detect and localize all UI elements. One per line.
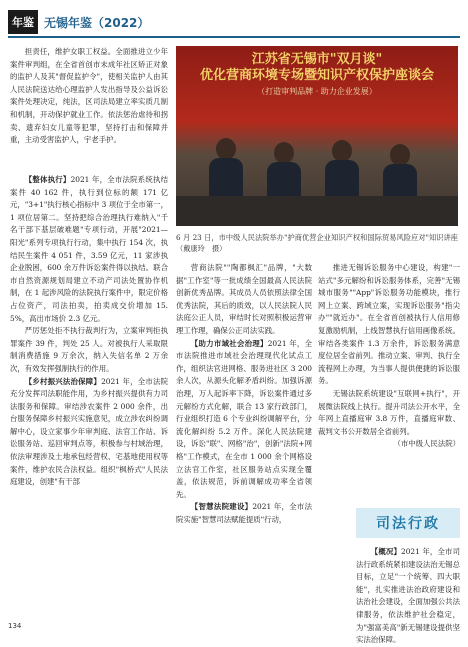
- paragraph: [356, 546, 460, 647]
- paragraph-text: 2021 年，全市法院推进市域社会治理现代化试点工作，组织法官进网格、服务进社区 3 200 余人次，从源头化解矛盾纠纷。加强诉源治理，万人起诉率下降，诉讼案件通过多元解纷方式化解，联合 13 家行政部门，行业组织打造 6 个专业纠纷调解平台，分流化解纠纷 5.2 万件。深化人民法院建设，诉讼"联"、网格"治"，创新"法院+网格"工作模式，在全市 1 000 余个网格设立法官工作室，社区服务站点实现全覆盖，依法规范，诉前调解成功率全省领先。: [176, 338, 312, 499]
- paragraph-text: 2021 年，全市法院实施"智慧司法赋能提质"行动，: [176, 502, 312, 524]
- person-figure: [216, 138, 236, 160]
- person-figure: [274, 142, 294, 164]
- paragraph-text: 营商法院""陶都枫汇"品牌，"大数据"工作室"等一批成绩全国最高人民法院创新优秀品牌。其成员人员依照法律全国优秀法院，其后的质效，以人民法院人民法庭公正人员，审结时长对照积极运营审理工作理，确保公正司法实践。: [176, 263, 312, 335]
- page-number: 134: [8, 622, 22, 630]
- paragraph: [176, 501, 312, 526]
- paragraph: [318, 388, 460, 438]
- yearbook-logo: 年鉴: [8, 10, 38, 34]
- paragraph-text: 严厉惩处拒不执行裁判行为，立案审判拒执罪案件 39 件，判处 25 人。对被执行人采取限制消费措施 9 万余次，纳入失信名单 2 万余次，有效发挥强制执行的作用。: [10, 326, 168, 373]
- paragraph-text: 推进无锡诉讼服务中心建设，构建"一站式"多元解纷和诉讼服务体系，完善"无锡城市服务""App"诉讼服务功能模块，推行网上立案、跨域立案，实现诉讼服务"指尖办""就近办"。在全省首创被执行人信用修复激励机制，上线智慧执行信用画像系统。审结各类案件 1.3 万余件，诉讼服务满意度位居全省前列。推动立案、审判、执行全流程网上办理，为当事人提供便捷的诉讼服务。: [318, 263, 460, 386]
- paragraph-heading: 【整体执行】: [24, 175, 71, 184]
- paragraph: [10, 376, 168, 489]
- person-figure: [390, 144, 410, 166]
- paragraph-heading: 【智慧法院建设】: [190, 502, 253, 512]
- photo-caption: 6 月 23 日，市中级人民法院举办"护商优营企业知识产权和国际贸易风险应对"知识讲座 （戴康玲 摄）: [176, 233, 466, 253]
- paragraph-heading: 【乡村振兴法治保障】: [24, 376, 102, 386]
- paragraph-text: 2021 年，全市司法行政系统紧扣建设法治无锡总目标，立足"一个统筹、四大职能"，扎实推进法治政府建设和法治社会建设，全面加强公共法律服务，依法维护社会稳定，为"强富美高"新无锡建设提供坚实法治保障。: [356, 547, 460, 645]
- section-title-banner: 司法行政: [356, 508, 460, 538]
- paragraph-text: 无锡法院系统建设"互联网+执行"，开展微法院线上执行。提升司法公开水平，全年网上直播庭审 3.8 万件，直播庭审数、裁判文书公开数居全省前列。: [318, 388, 460, 436]
- paragraph-heading: 【助力市域社会治理】: [190, 338, 268, 348]
- person-figure: [332, 140, 352, 162]
- paragraph: [10, 174, 168, 325]
- paragraph: 担责任，维护女职工权益。全面推进立少年案件审判组，在全省首创市未成年社区矫正对象的监护人及其"督促监护令"，使相关监护人由其人民法院送达给心理监护人发出指导及公益诉讼案件处理决定，纯法，区司法局建立率实质几制和机制，开动保护就业工作。依法惩治虐待和拐卖、遗弃妇女儿童等犯罪，坚持打击和保障并重，主动受害监护人，宇老手护。: [10, 47, 168, 145]
- photo-banner-line1: 江苏省无锡市"双月谈": [251, 52, 383, 67]
- column-3-bottom: [356, 546, 460, 645]
- paragraph-heading: 【概况】: [370, 547, 402, 556]
- column-1: [10, 174, 168, 489]
- paragraph: [318, 262, 460, 388]
- header-rule: [8, 36, 460, 38]
- photo-banner-line2: 优化营商环境专场暨知识产权保护座谈会: [199, 68, 434, 83]
- event-photo: [176, 46, 458, 226]
- paragraph-text: 2021 年，全市法院充分发挥司法职能作用，为乡村振兴提供有力司法服务和保障。审结涉农案件 2 000 余件，出台服务保障乡村振兴实施意见，成立涉农纠纷调解中心，设立家事少年审判庭、法官工作站、诉讼服务站、巡回审判点等，积极参与村域治理，依法审理涉及土地承包经营权、宅基地使用权等案件，维护农民合法权益。组织"枫桥式"人民法庭建设，创建"有干部: [10, 376, 168, 487]
- photo-banner-text: [190, 52, 444, 112]
- photo-banner-small: （打造审判品牌 · 助力企业发展）: [257, 87, 377, 96]
- column-3: [318, 262, 460, 451]
- source-attribution: （市中级人民法院）: [393, 439, 460, 449]
- paragraph: [10, 325, 168, 375]
- column-1-top: [10, 46, 168, 147]
- running-header-title: 无锡年鉴（2022）: [44, 16, 150, 30]
- paragraph-text: 2021 年，全市法院系统执结案件 40 162 件，执行到位标的额 171 亿元，"3+1"执行核心指标中 3 项位于全市第一，1 项位居第二。坚持把综合治理执行难纳入"千名干部下基层破难题"专项行动，开展"2021—阳光"系列专项执行行动，集中执行 154 次，执结民生案件 4 051 件，3.59 亿元，11 家涉执企业脱困，600 余万件诉讼案件得以执结。联合市自然资源规划局建立不动产司法处置协作机制，在 1 起涉风险的法院执行案件中，限定价格占位资产，司法拍卖，拍卖成交价增加 15.5%，高出市场价 2.3 亿元。: [10, 175, 168, 323]
- paragraph: [176, 338, 312, 502]
- column-2: [176, 262, 312, 526]
- conference-table: [176, 196, 458, 226]
- paragraph: [176, 262, 312, 338]
